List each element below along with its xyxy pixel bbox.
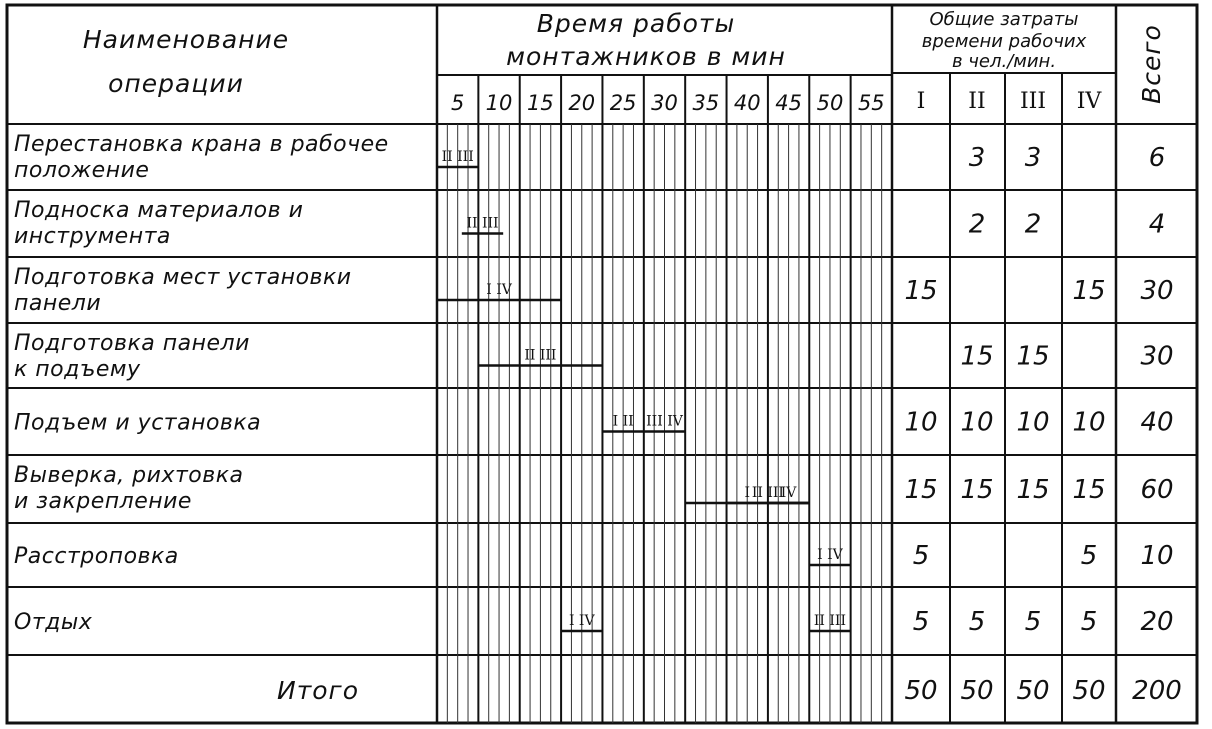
worker-cost-cell: 15	[1072, 276, 1106, 306]
row-total-cell: 30	[1140, 276, 1174, 306]
schedule-bar-label: IV	[780, 485, 797, 501]
operation-name: Подъем и установка	[14, 410, 262, 436]
schedule-bar-label: I II	[612, 413, 634, 430]
row-total-cell: 6	[1148, 143, 1166, 173]
time-header-line1: Время работы	[536, 9, 736, 38]
minute-tick-label: 40	[733, 91, 761, 115]
footer-values	[904, 676, 1181, 706]
costs-header-line1: Общие затраты	[929, 9, 1079, 30]
minute-tick-label: 20	[568, 91, 596, 115]
operation-header-line2: операции	[108, 69, 244, 98]
minute-labels	[451, 91, 885, 115]
worker-cost-cell: 3	[1024, 143, 1042, 173]
worker-cost-cell: 2	[968, 209, 986, 240]
operation-rows	[14, 132, 1174, 637]
schedule-bar-label: I IV	[817, 547, 843, 563]
minute-tick-label: 15	[527, 91, 554, 115]
worker-cost-cell: 15	[1072, 475, 1106, 505]
costs-header-line2: времени рабочих	[921, 31, 1087, 52]
worker-cost-cell: 5	[912, 541, 930, 571]
worker-cost-cell: 5	[1080, 541, 1098, 571]
operation-header-line1: Наименование	[82, 25, 290, 54]
operation-row	[14, 541, 1174, 571]
operation-name: Отдых	[14, 610, 93, 635]
schedule-bar-label: II III	[441, 149, 474, 165]
costs-header-line3: в чел./мин.	[951, 51, 1057, 72]
operation-name: Подготовка мест установки	[14, 265, 352, 290]
schedule-bar-label: II III	[813, 613, 847, 629]
minute-tick-label: 10	[485, 91, 513, 115]
operation-row	[14, 331, 1174, 382]
worker-cost-cell: 10	[1016, 407, 1050, 438]
operation-name: к подъему	[14, 357, 141, 382]
schedule-bar-label: II III	[751, 485, 784, 501]
operation-row	[14, 198, 1165, 249]
worker-cost-cell: 5	[1024, 607, 1042, 637]
worker-label: II	[968, 89, 986, 114]
worker-cost-cell: 5	[968, 607, 986, 637]
worker-cost-cell: 10	[904, 407, 938, 438]
minute-tick-label: 50	[816, 91, 844, 115]
worker-cost-cell: 15	[904, 475, 938, 505]
worker-label: I	[916, 89, 926, 114]
row-total-cell: 4	[1148, 209, 1166, 240]
worker-label: III	[1019, 89, 1047, 114]
operation-name: Расстроповка	[14, 544, 179, 569]
operation-name: и закрепление	[14, 489, 192, 514]
footer-cost-cell: 50	[904, 676, 938, 706]
worker-cost-cell: 15	[960, 341, 994, 372]
operation-name: Выверка, рихтовка	[14, 463, 244, 488]
operation-name: положение	[14, 158, 150, 183]
worker-cost-cell: 5	[1080, 607, 1098, 637]
worker-cost-cell: 10	[1072, 407, 1106, 438]
operation-name: Перестановка крана в рабочее	[14, 132, 389, 157]
worker-cost-cell: 15	[960, 475, 994, 505]
row-total-cell: 40	[1140, 407, 1174, 438]
worker-label: IV	[1076, 89, 1102, 114]
total-header: Всего	[1137, 24, 1166, 104]
minute-tick-label: 25	[609, 91, 637, 115]
schedule-bar-label: II III	[524, 347, 557, 364]
schedule-bar-label: II III	[466, 215, 499, 232]
footer-label: Итого	[277, 676, 359, 705]
schedule-bar-label: III IV	[646, 413, 683, 430]
operation-name: Подноска материалов и	[14, 198, 304, 223]
minute-tick-label: 45	[775, 91, 802, 115]
operation-name: панели	[14, 291, 102, 316]
time-header-line2: монтажников в мин	[506, 42, 786, 71]
worker-cost-cell: 3	[968, 143, 986, 173]
operation-row	[14, 463, 1174, 514]
operation-row	[14, 607, 1174, 637]
minute-tick-label: 55	[857, 91, 885, 115]
schedule-bar-label: I	[744, 485, 750, 501]
minute-tick-label: 35	[692, 91, 720, 115]
row-total-cell: 30	[1140, 341, 1174, 372]
operation-row	[14, 132, 1165, 183]
footer-cost-cell: 50	[960, 676, 994, 706]
worker-cost-cell: 15	[1016, 341, 1050, 372]
operation-name: инструмента	[14, 224, 171, 249]
worker-cost-cell: 15	[904, 276, 938, 306]
footer-cost-cell: 50	[1072, 676, 1106, 706]
row-total-cell: 20	[1140, 607, 1174, 637]
footer-cost-cell: 50	[1016, 676, 1050, 706]
row-total-cell: 10	[1140, 541, 1174, 571]
row-total-cell: 60	[1140, 475, 1174, 505]
operation-name: Подготовка панели	[14, 331, 250, 356]
minute-tick-label: 5	[450, 91, 465, 115]
operation-row	[14, 408, 1174, 438]
schedule-bar-label: I IV	[486, 282, 512, 298]
schedule-bar-label: I IV	[568, 613, 595, 629]
worker-labels	[917, 89, 1103, 114]
operation-row	[14, 265, 1174, 316]
footer-total-cell: 200	[1132, 676, 1182, 706]
minute-tick-label: 30	[651, 91, 678, 115]
worker-cost-cell: 2	[1024, 209, 1042, 240]
worker-cost-cell: 10	[960, 407, 994, 438]
worker-cost-cell: 15	[1016, 475, 1050, 505]
worker-cost-cell: 5	[912, 607, 930, 637]
